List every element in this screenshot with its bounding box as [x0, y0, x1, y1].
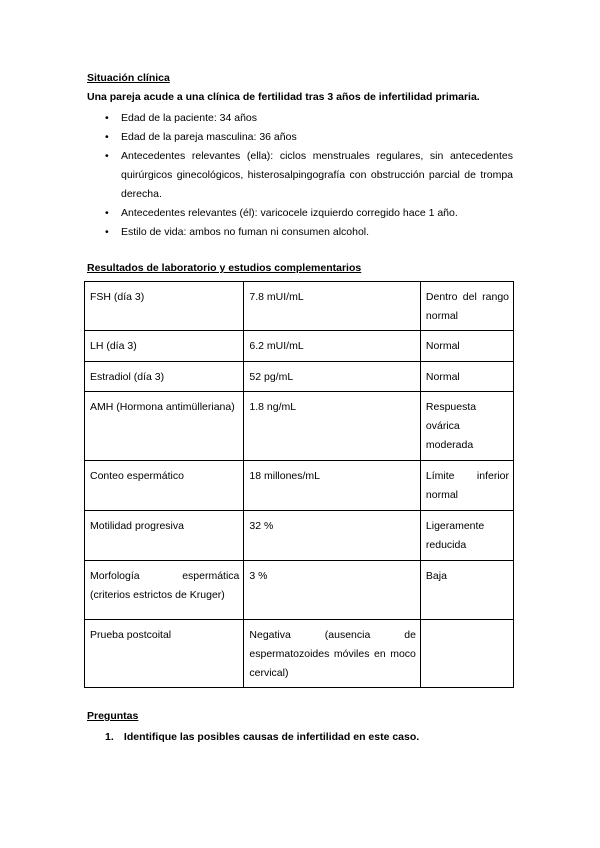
- results-heading: Resultados de laboratorio y estudios complementarios: [87, 262, 362, 274]
- interpretation-cell: [420, 620, 513, 688]
- question-number: 1.: [105, 731, 114, 743]
- interpretation-cell: Dentro del rango normal: [420, 282, 513, 331]
- clinical-bullet-list: [105, 109, 513, 242]
- test-cell: AMH (Hormona antimülleriana): [85, 392, 244, 461]
- value-cell: Negativa (ausencia de espermatozoides móviles en moco cervical): [244, 620, 421, 688]
- test-cell: LH (día 3): [85, 331, 244, 362]
- interpretation-cell: Respuesta ovárica moderada: [420, 392, 513, 461]
- bullet-history-female: • Antecedentes relevantes (ella): ciclos menstruales regulares, sin antecedentes quirúrgicos ginecológicos, histerosalpingografía con obstrucción parcial de trompa derecha.: [105, 147, 513, 204]
- questions-list: [105, 728, 419, 747]
- table-row: [85, 282, 514, 331]
- value-cell: 7.8 mUI/mL: [244, 282, 421, 331]
- table-row: [85, 620, 514, 688]
- value-cell: 18 millones/mL: [244, 461, 421, 511]
- interpretation-cell: Baja: [420, 561, 513, 620]
- bullet-partner-age: • Edad de la pareja masculina: 36 años: [105, 128, 513, 147]
- bullet-patient-age: • Edad de la paciente: 34 años: [105, 109, 513, 128]
- test-cell: Conteo espermático: [85, 461, 244, 511]
- table-row: [85, 392, 514, 461]
- interpretation-cell: Límite inferior normal: [420, 461, 513, 511]
- interpretation-cell: Ligeramente reducida: [420, 511, 513, 561]
- table-row: [85, 511, 514, 561]
- table-row: [85, 561, 514, 620]
- value-cell: 52 pg/mL: [244, 362, 421, 392]
- table-row: [85, 362, 514, 392]
- clinical-heading: Situación clínica: [87, 72, 170, 84]
- value-cell: 6.2 mUI/mL: [244, 331, 421, 362]
- value-cell: 32 %: [244, 511, 421, 561]
- bullet-lifestyle: • Estilo de vida: ambos no fuman ni consumen alcohol.: [105, 223, 513, 242]
- test-cell: Morfología espermática (criterios estrictos de Kruger): [85, 561, 244, 620]
- value-cell: 3 %: [244, 561, 421, 620]
- interpretation-cell: Normal: [420, 331, 513, 362]
- table-row: [85, 461, 514, 511]
- question-text: Identifique las posibles causas de infertilidad en este caso.: [123, 731, 420, 743]
- test-cell: FSH (día 3): [85, 282, 244, 331]
- question-item: [105, 728, 419, 747]
- clinical-lead: Una pareja acude a una clínica de fertilidad tras 3 años de infertilidad primaria.: [87, 91, 480, 103]
- test-cell: Motilidad progresiva: [85, 511, 244, 561]
- value-cell: 1.8 ng/mL: [244, 392, 421, 461]
- interpretation-cell: Normal: [420, 362, 513, 392]
- bullet-history-male: • Antecedentes relevantes (él): varicocele izquierdo corregido hace 1 año.: [105, 204, 513, 223]
- test-cell: Estradiol (día 3): [85, 362, 244, 392]
- test-cell: Prueba postcoital: [85, 620, 244, 688]
- table-row: [85, 331, 514, 362]
- questions-heading: Preguntas: [87, 710, 139, 722]
- lab-results-table: [84, 281, 514, 688]
